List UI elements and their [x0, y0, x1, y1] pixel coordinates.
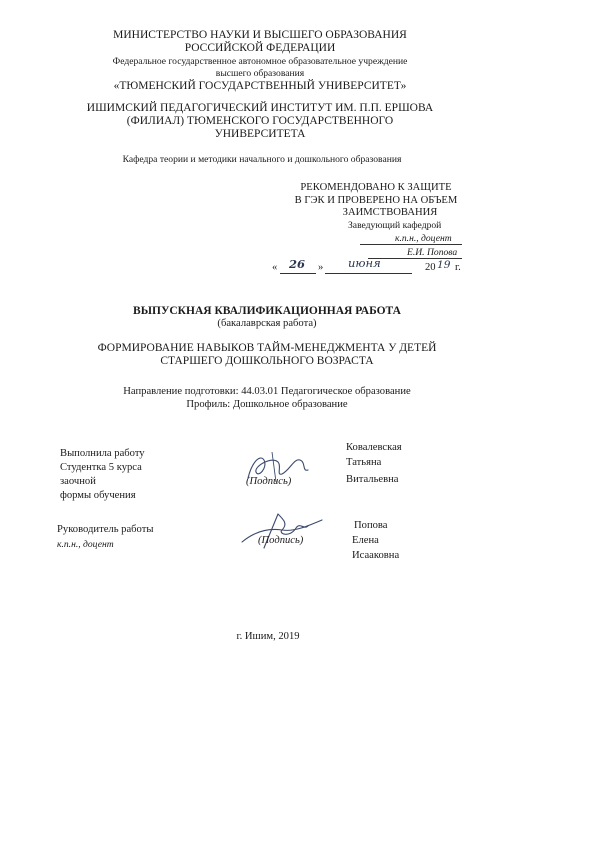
date-open-quote: «: [272, 262, 278, 273]
supervisor-name-line-1: Попова: [354, 520, 388, 531]
author-signature-caption: (Подпись): [246, 476, 292, 487]
date-day: 26: [289, 257, 306, 271]
author-label-line-2: Студентка 5 курса: [60, 462, 142, 473]
author-label-line-3: заочной: [60, 476, 96, 487]
approval-degree: к.п.н., доцент: [395, 233, 452, 244]
approval-role: Заведующий кафедрой: [348, 220, 442, 231]
date-month: июня: [348, 256, 381, 270]
ministry-line-2: РОССИЙСКОЙ ФЕДЕРАЦИИ: [184, 42, 336, 54]
study-direction: Направление подготовки: 44.03.01 Педагогическое образование: [123, 386, 411, 397]
supervisor-degree: к.п.н., доцент: [57, 539, 114, 550]
author-name-line-3: Витальевна: [346, 474, 399, 485]
work-title-line-2: СТАРШЕГО ДОШКОЛЬНОГО ВОЗРАСТА: [160, 355, 374, 367]
supervisor-signature-caption: (Подпись): [258, 535, 304, 546]
approval-line-2: В ГЭК И ПРОВЕРЕНО НА ОБЪЕМ: [294, 195, 458, 206]
supervisor-name-line-3: Исааковна: [352, 550, 400, 561]
date-year-suffix: 19: [437, 259, 451, 271]
institute-line-3: УНИВЕРСИТЕТА: [214, 128, 306, 140]
supervisor-name-line-2: Елена: [352, 535, 379, 546]
supervisor-label: Руководитель работы: [57, 524, 154, 535]
author-name-line-2: Татьяна: [346, 457, 382, 468]
approval-line-3: ЗАИМСТВОВАНИЯ: [342, 207, 438, 218]
date-year-prefix: 20: [425, 262, 436, 273]
city-year: г. Ишим, 2019: [236, 631, 300, 642]
institute-line-1: ИШИМСКИЙ ПЕДАГОГИЧЕСКИЙ ИНСТИТУТ ИМ. П.П. ЕРШОВА: [86, 102, 434, 114]
approval-head-name: Е.И. Попова: [407, 247, 458, 258]
work-title-line-1: ФОРМИРОВАНИЕ НАВЫКОВ ТАЙМ-МЕНЕДЖМЕНТА У ДЕТЕЙ: [97, 342, 437, 354]
work-type: ВЫПУСКНАЯ КВАЛИФИКАЦИОННАЯ РАБОТА: [133, 305, 401, 317]
institute-line-2: (ФИЛИАЛ) ТЮМЕНСКОГО ГОСУДАРСТВЕННОГО: [126, 115, 394, 127]
department-name: Кафедра теории и методики начального и дошкольного образования: [122, 154, 402, 165]
date-day-underline: [280, 273, 316, 274]
author-label-line-4: формы обучения: [60, 490, 136, 501]
author-label-line-1: Выполнила работу: [60, 448, 145, 459]
institution-type-line-2: высшего образования: [215, 68, 305, 79]
approval-line-1: РЕКОМЕНДОВАНО К ЗАЩИТЕ: [300, 182, 452, 193]
date-month-underline: [325, 273, 412, 274]
approval-degree-underline: [360, 244, 462, 245]
institution-type-line-1: Федеральное государственное автономное образовательное учреждение: [112, 56, 408, 67]
author-name-line-1: Ковалевская: [346, 442, 402, 453]
ministry-line-1: МИНИСТЕРСТВО НАУКИ И ВЫСШЕГО ОБРАЗОВАНИЯ: [113, 29, 407, 41]
work-subtype: (бакалаврская работа): [217, 318, 317, 329]
date-year-unit: г.: [455, 262, 461, 273]
university-name: «ТЮМЕНСКИЙ ГОСУДАРСТВЕННЫЙ УНИВЕРСИТЕТ»: [113, 80, 407, 92]
study-profile: Профиль: Дошкольное образование: [186, 399, 348, 410]
date-close-quote: »: [318, 262, 324, 273]
